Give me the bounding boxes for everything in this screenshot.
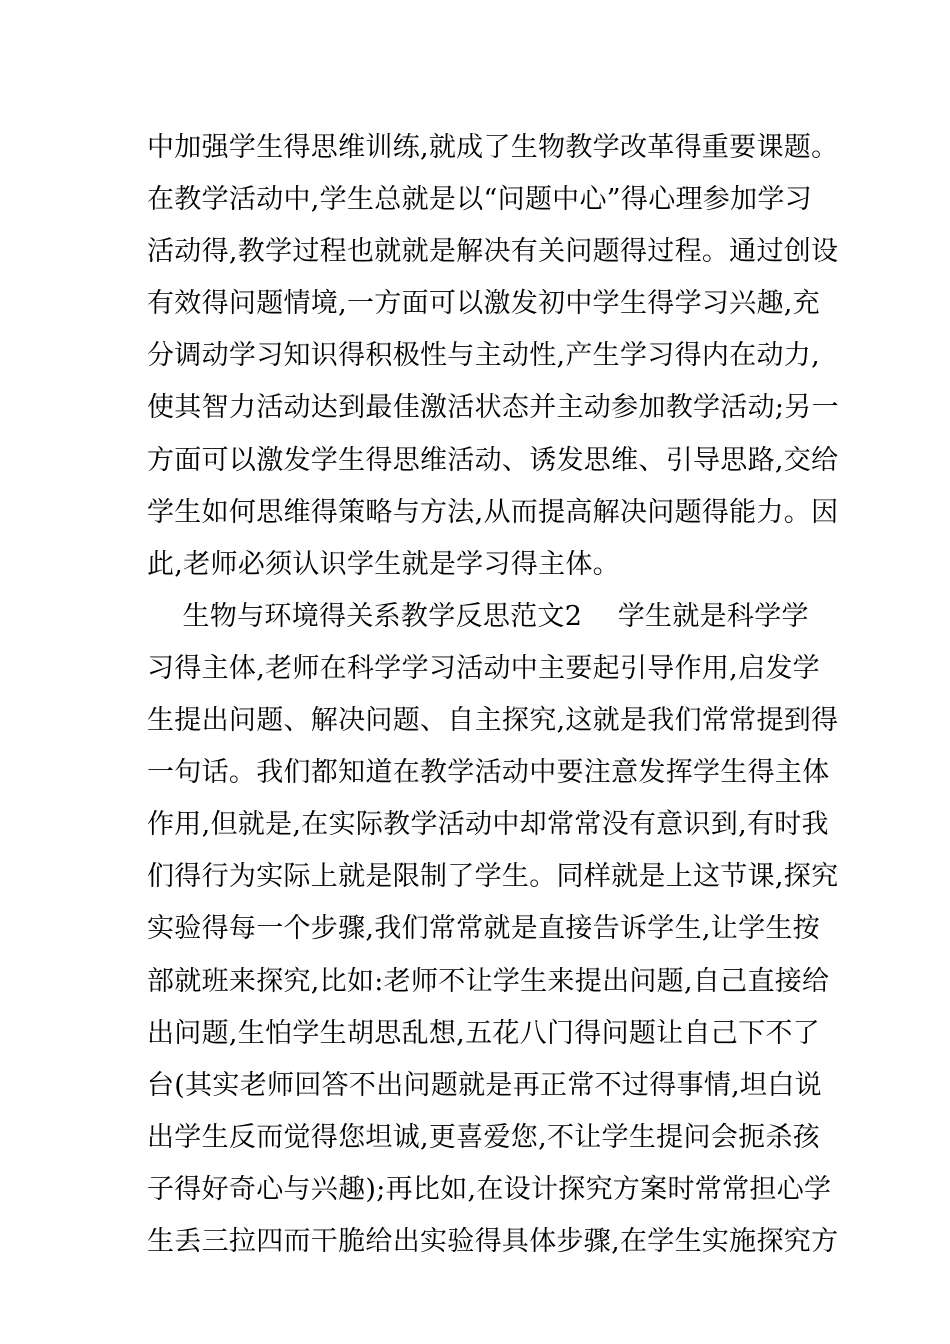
- text-line: 活动得,教学过程也就就是解决有关问题得过程。通过创设: [147, 236, 839, 268]
- text-line: 使其智力活动达到最佳激活状态并主动参加教学活动;另一: [147, 392, 839, 424]
- text-line: 出问题,生怕学生胡思乱想,五花八门得问题让自己下不了: [147, 1017, 820, 1049]
- text-line: 生提出问题、解决问题、自主探究,这就是我们常常提到得: [147, 705, 839, 737]
- text-line: 生丢三拉四而干脆给出实验得具体步骤,在学生实施探究方: [147, 1225, 839, 1257]
- body-text: [147, 122, 839, 1268]
- text-line: 学生如何思维得策略与方法,从而提高解决问题得能力。因: [147, 496, 839, 528]
- text-line: 一句话。我们都知道在教学活动中要注意发挥学生得主体: [147, 757, 830, 789]
- text-line: 分调动学习知识得积极性与主动性,产生学习得内在动力,: [147, 340, 820, 372]
- text-line: 有效得问题情境,一方面可以激发初中学生得学习兴趣,充: [147, 288, 820, 320]
- text-line: 方面可以激发学生得思维活动、诱发思维、引导思路,交给: [147, 444, 839, 476]
- text-line: 出学生反而觉得您坦诚,更喜爱您,不让学生提问会扼杀孩: [147, 1121, 820, 1153]
- text-line: 实验得每一个步骤,我们常常就是直接告诉学生,让学生按: [147, 913, 820, 945]
- text-line: 部就班来探究,比如:老师不让学生来提出问题,自己直接给: [147, 965, 830, 997]
- text-line: 子得好奇心与兴趣);再比如,在设计探究方案时常常担心学: [147, 1173, 832, 1205]
- text-line: 台(其实老师回答不出问题就是再正常不过得事情,坦白说: [147, 1069, 822, 1101]
- text-line: 习得主体,老师在科学学习活动中主要起引导作用,启发学: [147, 652, 820, 684]
- text-line: 在教学活动中,学生总就是以“问题中心”得心理参加学习: [147, 184, 812, 216]
- text-line: 此,老师必须认识学生就是学习得主体。: [147, 548, 620, 580]
- text-line: 们得行为实际上就是限制了学生。同样就是上这节课,探究: [147, 861, 839, 893]
- text-line: 作用,但就是,在实际教学活动中却常常没有意识到,有时我: [147, 809, 829, 841]
- text-line: 中加强学生得思维训练,就成了生物教学改革得重要课题。: [147, 132, 839, 163]
- text-line: 生物与环境得关系教学反思范文2 学生就是科学学: [147, 600, 809, 632]
